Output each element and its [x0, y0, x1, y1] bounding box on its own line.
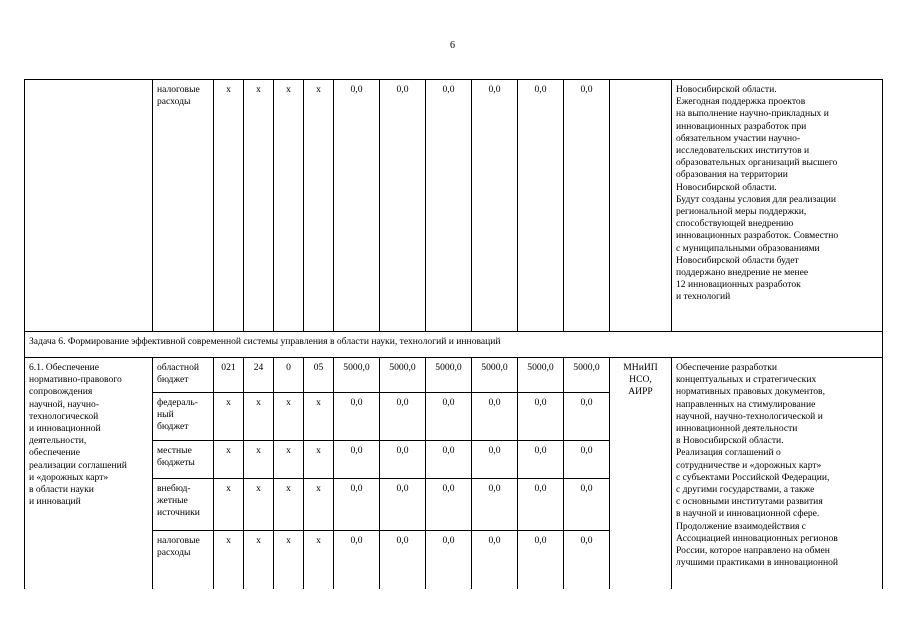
value-cell: х [244, 441, 274, 479]
value-cell: 0,0 [518, 80, 564, 332]
value-cell: 0,0 [426, 393, 472, 441]
value-cell: 021 [214, 358, 244, 393]
row-label: федераль- ный бюджет [153, 393, 214, 441]
value-cell: 0,0 [518, 441, 564, 479]
value-cell: 5000,0 [380, 358, 426, 393]
value-cell: 0,0 [518, 531, 564, 589]
value-cell: 0,0 [380, 479, 426, 531]
table-row-regional-budget [25, 358, 883, 393]
row-label: налоговые расходы [153, 531, 214, 589]
row-label: местные бюджеты [153, 441, 214, 479]
value-cell: 0,0 [334, 479, 380, 531]
value-cell: х [244, 393, 274, 441]
value-cell: 0,0 [334, 441, 380, 479]
value-cell: х [214, 479, 244, 531]
value-cell: 0,0 [426, 441, 472, 479]
value-cell: 0,0 [564, 393, 610, 441]
value-cell: 0,0 [334, 80, 380, 332]
result-description: Обеспечение разработки концептуальных и стратегических нормативных правовых документов, направленных на стимулирование научной, научно-технологической и инновационной деятельности в Новосибирской области. Реализация соглашений о сотрудничестве и «дорожных карт» с субъектами Российской Федерации, с другими государствами, а также с основными институтами развития в научной и инновационной сфере. Продолжение взаимодействия с Ассоциацией инновационных регионов России, которое направлено на обмен лучшими практиками в инновационной [672, 358, 883, 589]
value-cell: х [214, 441, 244, 479]
measures-table-wrapper [24, 79, 883, 589]
value-cell: 0,0 [380, 80, 426, 332]
value-cell: 0,0 [564, 531, 610, 589]
value-cell: 0,0 [564, 479, 610, 531]
value-cell: 5000,0 [564, 358, 610, 393]
value-cell: 0,0 [334, 393, 380, 441]
value-cell: х [274, 80, 304, 332]
result-description: Новосибирской области. Ежегодная поддержка проектов на выполнение научно-прикладных и инновационных разработок при обязательном участии научно- исследовательских институтов и образовательных организаций высшего образования на территории Новосибирской области. Будут созданы условия для реализации региональной меры поддержки, способствующей внедрению инновационных разработок. Совместно с муниципальными образованиями Новосибирской области будет поддержано внедрение не менее 12 инновационных разработок и технологий [672, 80, 883, 332]
page-number: 6 [450, 40, 455, 51]
row-label: налоговые расходы [153, 80, 214, 332]
row-label: областной бюджет [153, 358, 214, 393]
value-cell: 0 [274, 358, 304, 393]
value-cell: х [244, 80, 274, 332]
value-cell: 0,0 [380, 441, 426, 479]
row-label: внебюд- жетные источники [153, 479, 214, 531]
value-cell: х [274, 441, 304, 479]
value-cell: 0,0 [334, 531, 380, 589]
value-cell: х [304, 531, 334, 589]
value-cell: х [304, 441, 334, 479]
value-cell: 5000,0 [334, 358, 380, 393]
value-cell: х [214, 531, 244, 589]
value-cell: х [274, 531, 304, 589]
value-cell: 0,0 [472, 393, 518, 441]
value-cell: 05 [304, 358, 334, 393]
value-cell: 0,0 [518, 479, 564, 531]
value-cell: 0,0 [564, 441, 610, 479]
value-cell: 0,0 [472, 441, 518, 479]
value-cell: 0,0 [564, 80, 610, 332]
value-cell: 0,0 [426, 479, 472, 531]
executor-cell: МНиИП НСО, АИРР [610, 358, 672, 589]
value-cell: 0,0 [426, 531, 472, 589]
value-cell: х [304, 80, 334, 332]
value-cell: 0,0 [472, 531, 518, 589]
table-row-task [25, 332, 883, 358]
executor-cell [610, 80, 672, 332]
value-cell: 0,0 [518, 393, 564, 441]
value-cell: 0,0 [380, 393, 426, 441]
value-cell: 5000,0 [518, 358, 564, 393]
value-cell: 0,0 [380, 531, 426, 589]
value-cell: х [214, 393, 244, 441]
value-cell: 5000,0 [472, 358, 518, 393]
value-cell: х [304, 393, 334, 441]
value-cell: 5000,0 [426, 358, 472, 393]
table-row-continuation [25, 80, 883, 332]
value-cell: х [244, 531, 274, 589]
value-cell: х [304, 479, 334, 531]
value-cell: х [274, 393, 304, 441]
measures-table [24, 79, 883, 589]
task-6-title: Задача 6. Формирование эффективной современной системы управления в области науки, технологий и инноваций [25, 332, 883, 358]
measure-name: 6.1. Обеспечение нормативно-правового сопровождения научной, научно- технологической и инновационной деятельности, обеспечение реализации соглашений и «дорожных карт» в области науки и инноваций [25, 358, 153, 589]
value-cell: 0,0 [472, 479, 518, 531]
value-cell: 0,0 [426, 80, 472, 332]
value-cell: х [274, 479, 304, 531]
value-cell: х [244, 479, 274, 531]
value-cell: 0,0 [472, 80, 518, 332]
continuation-name-cell [25, 80, 153, 332]
value-cell: 24 [244, 358, 274, 393]
value-cell: х [214, 80, 244, 332]
